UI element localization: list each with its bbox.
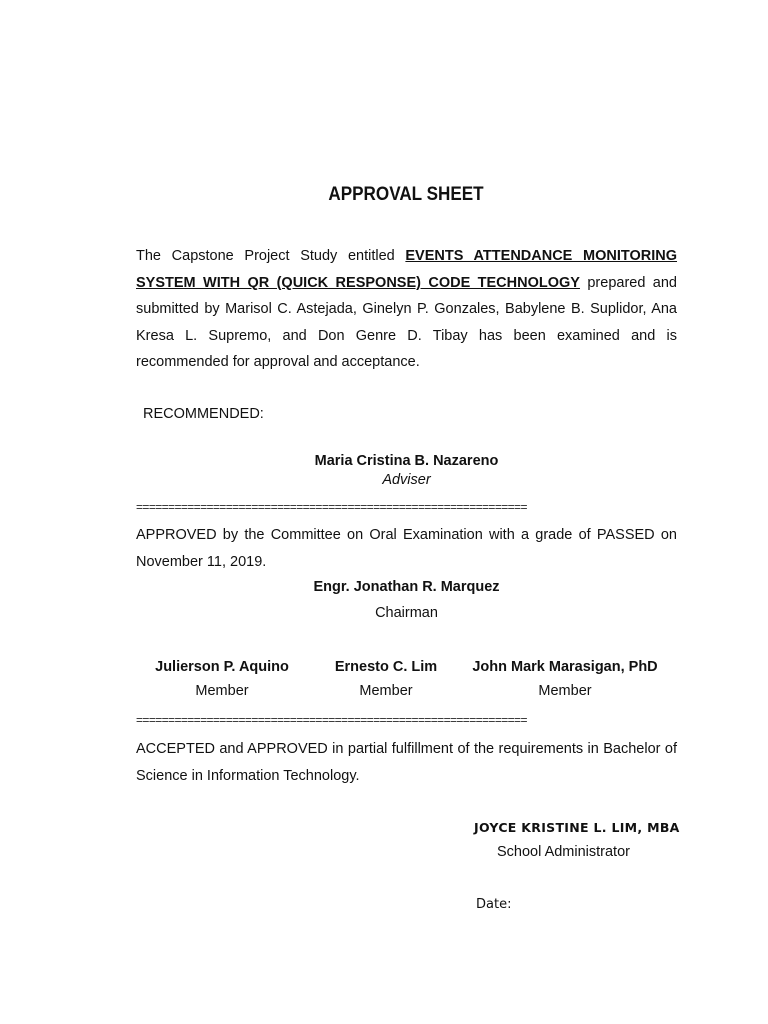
recommended-label: RECOMMENDED: bbox=[143, 406, 264, 422]
intro-paragraph bbox=[136, 243, 677, 376]
approved-paragraph: APPROVED by the Committee on Oral Examination with a grade of PASSED on November 11, 2019. bbox=[136, 527, 677, 570]
intro-text-end: prepared and submitted by Marisol C. Astejada, Ginelyn P. Gonzales, Babylene B. Suplidor, Ana Kresa L. Supremo, and Don Genre D. Tibay has been examined and is recommended for approval and acceptance. bbox=[136, 274, 677, 371]
separator-line: ============================================================= bbox=[136, 713, 527, 727]
accepted-paragraph: ACCEPTED and APPROVED in partial fulfillment of the requirements in Bachelor of Science in Information Technology. bbox=[136, 741, 677, 784]
member-name: Julierson P. Aquino bbox=[155, 659, 289, 675]
chairman-name: Engr. Jonathan R. Marquez bbox=[313, 579, 500, 595]
date-label: Date: bbox=[476, 897, 512, 912]
chairman-role: Chairman bbox=[375, 605, 438, 621]
adviser-name: Maria Cristina B. Nazareno bbox=[314, 453, 499, 469]
member-role: Member bbox=[538, 683, 592, 699]
member-name: Ernesto C. Lim bbox=[334, 659, 438, 675]
committee-member bbox=[286, 659, 486, 699]
administrator-role: School Administrator bbox=[497, 844, 630, 860]
separator-line: ============================================================= bbox=[136, 500, 527, 514]
committee-member bbox=[465, 659, 665, 699]
page-title: APPROVAL SHEET bbox=[328, 184, 484, 205]
project-title: EVENTS ATTENDANCE MONITORING SYSTEM WITH QR (QUICK RESPONSE) CODE TECHNOLOGY bbox=[136, 248, 678, 291]
member-name: John Mark Marasigan, PhD bbox=[472, 659, 658, 675]
member-role: Member bbox=[195, 683, 249, 699]
member-role: Member bbox=[359, 683, 413, 699]
adviser-role: Adviser bbox=[382, 472, 431, 488]
intro-text-start: The Capstone Project Study entitled bbox=[136, 248, 406, 264]
administrator-name: JOYCE KRISTINE L. LIM, MBA bbox=[474, 820, 680, 835]
